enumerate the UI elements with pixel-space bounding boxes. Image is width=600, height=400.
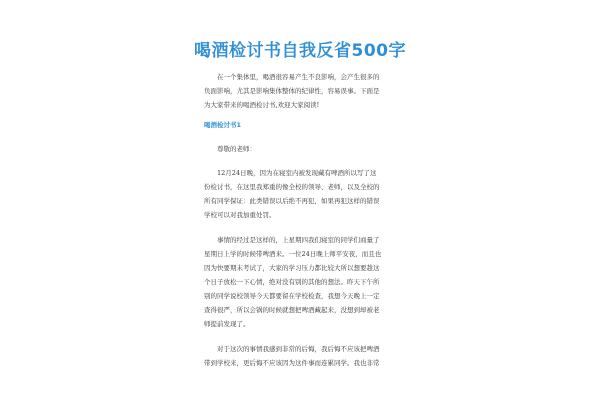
body-paragraph [204,166,396,222]
text-line: 学校可以对我加重处罚。 [204,211,276,219]
text-line: 所有同学保证：此类错误以后绝不再犯，如果再犯这样的错误 [204,197,380,205]
text-line: 事情的经过是这样的，上星期四我们寝室的同学们商量了 [217,236,380,244]
text-line: 因为快要期末考试了，大家的学习压力都比较大所以想要趁这 [204,264,380,272]
text-line: 为大家带来的喝酒检讨书,欢迎大家阅读! [204,101,320,109]
text-line: 师提前发现了。 [204,320,250,328]
article-body [204,70,396,395]
section-heading: 喝酒检讨书1 [204,121,242,129]
text-line: 带到学校来，更后悔不应该因为这件事而连累同学。我也非常 [204,359,380,367]
body-paragraph [204,342,396,384]
text-line: 别的同学说校领导今天都要留在学校检查，我想今天晚上一定 [204,292,380,300]
text-line: 个日子放松一下心情，绝对没有别的其他的想法。昨天下午所 [204,278,380,286]
text-line: 对于这次的事情我感到非常的后悔，我后悔不应该把啤酒 [217,345,380,353]
text-line: 12月24日晚，因为在寝室内被发现藏有啤酒所以写了这 [217,169,377,177]
text-line: 负面影响，尤其是影响集体整体的纪律性，容易误事。下面是 [204,87,380,95]
page-title: 喝酒检讨书自我反省500字 [194,41,406,61]
text-line: 星期日上学的时候带啤酒来。一位24日晚上师平安夜，而且也 [204,250,382,258]
text-line: 在一个集体里，喝酒很容易产生不良影响，会产生很多的 [217,73,380,81]
text-line: 份检讨书，在这里我郑重的像全校的领导、老师，以及全校的 [204,183,380,191]
text-line: 查得很严，所以会锅的时候就想把啤酒藏起来，没想到却被老 [204,306,380,314]
body-paragraph [204,233,396,331]
intro-paragraph [204,70,396,112]
salutation: 尊敬的老师： [217,145,256,153]
